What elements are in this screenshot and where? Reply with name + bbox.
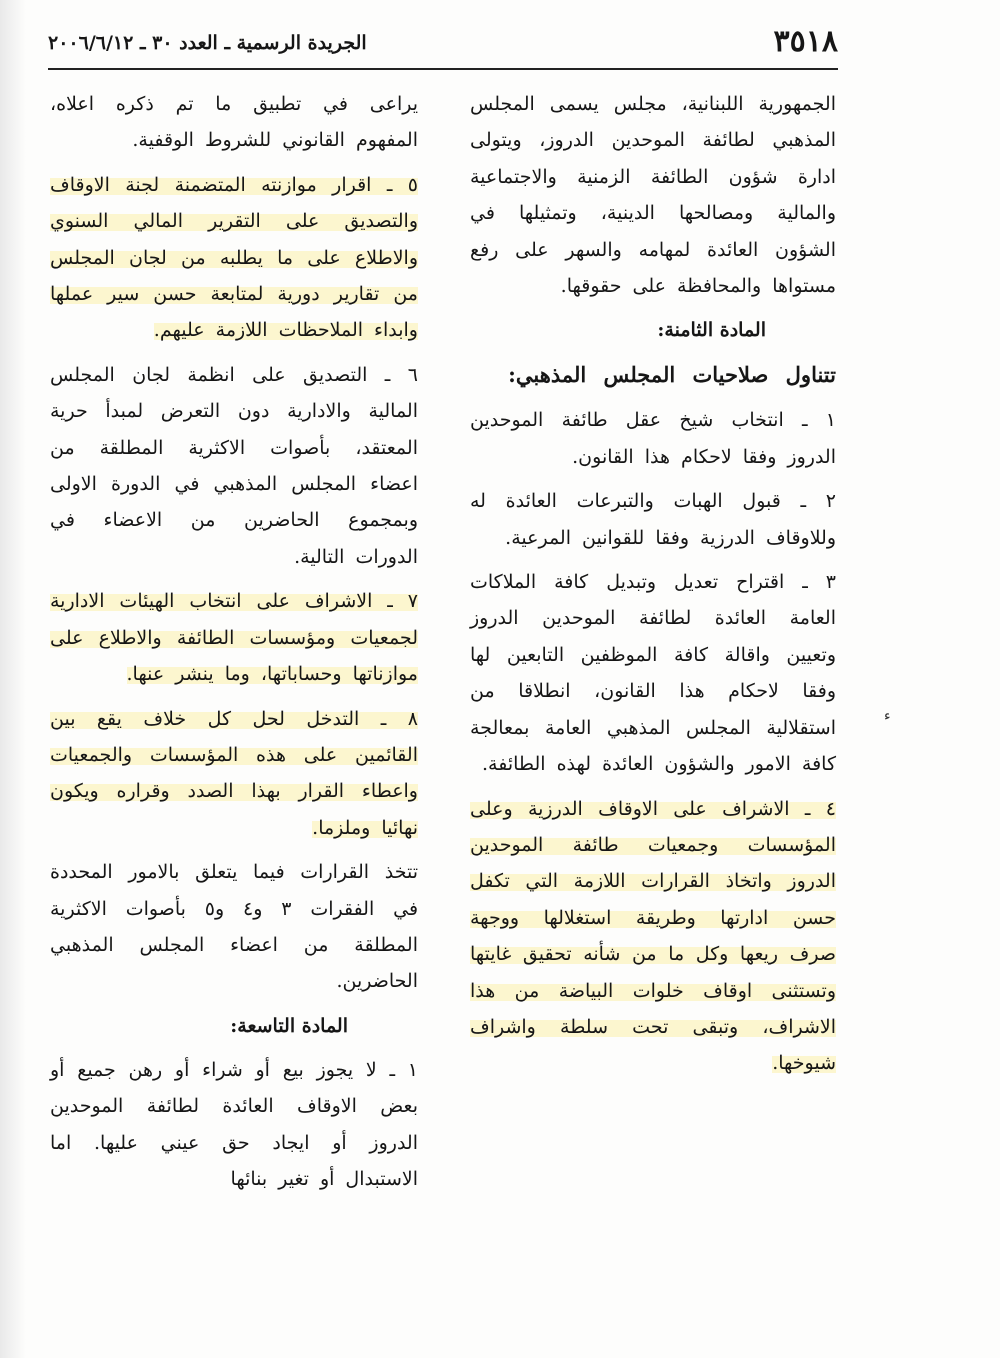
page-number: ٣٥١٨ xyxy=(773,24,838,59)
article-8-item-1: ١ ـ انتخاب شيخ عقل طائفة الموحدين الدروز وفقا لاحكام هذا القانون. xyxy=(470,409,836,468)
left-column xyxy=(50,86,418,1205)
article-8-item-6: ٦ ـ التصديق على انظمة لجان المجلس المالية والادارية دون التعرض لمبدأ حرية المعتقد، بأصوات الاكثرية المطلقة من اعضاء المجلس المذهبي في الدورة الاولى وبمجموع الحاضرين من الاعضاء في الدورات التالية. xyxy=(50,363,418,568)
article-8-item-7-container xyxy=(50,583,418,692)
article-9-heading: المادة التاسعة: xyxy=(230,1014,348,1037)
article-8-item-5-container xyxy=(50,167,418,349)
header-divider xyxy=(48,68,838,70)
waqf-conditions-note: يراعى في تطبيق ما تم ذكره اعلاه، المفهوم القانوني للشروط الوقفية. xyxy=(50,93,418,152)
article-9-item-1: ١ ـ لا يجوز بيع أو شراء أو رهن جميع أو بعض الاوقاف العائدة لطائفة الموحدين الدروز أو ايجاد حق عيني عليها. اما الاستبدال أو تغير بنائها xyxy=(50,1058,418,1190)
article-8-item-2: ٢ ـ قبول الهبات والتبرعات العائدة له وللاوقاف الدرزية وفقا للقوانين المرعية. xyxy=(470,490,836,549)
page-header xyxy=(48,24,838,66)
article-8-item-8-container xyxy=(50,701,418,847)
page-edge-shadow xyxy=(0,0,26,1358)
gazette-title: الجريدة الرسمية ـ العدد ٣٠ ـ ٢٠٠٦/٦/١٢ xyxy=(48,32,367,54)
article-8-heading: المادة الثامنة: xyxy=(657,319,766,342)
intro-paragraph: الجمهورية اللبنانية، مجلس يسمى المجلس المذهبي لطائفة الموحدين الدروز، ويتولى ادارة شؤون الطائفة الزمنية والاجتماعية والمالية ومصالحها الدينية، وتمثيلها في الشؤون العائدة لمهامه والسهر على رفع مستواها والمحافظة على حقوقها. xyxy=(470,93,836,298)
article-8-subheading: تتناول صلاحيات المجلس المذهبي: xyxy=(508,362,836,388)
decisions-paragraph: تتخذ القرارات فيما يتعلق بالامور المحددة في الفقرات ٣ و٤ و٥ بأصوات الاكثرية المطلقة من اعضاء المجلس المذهبي الحاضرين. xyxy=(50,861,419,993)
article-8-item-4: ٤ ـ الاشراف على الاوقاف الدرزية وعلى المؤسسات وجمعيات طائفة الموحدين الدروز واتخاذ القرارات اللازمة التي تكفل حسن ادارتها وطريقة استغلالها ووجهة صرف ريعها وكل ما من شأنه تحقيق غايتها وتستثنى اوقاف خلوات البياضة من هذا الاشراف، وتبقى تحت سلطة واشراف شيوخها. xyxy=(470,797,836,1075)
article-8-item-5: ٥ ـ اقرار موازنته المتضمنة لجنة الاوقاف والتصديق على التقرير المالي السنوي والاطلاع على ما يطلبه من لجان المجلس من تقارير دورية لمتابعة حسن سير عملها وابداء الملاحظات اللازمة عليهم. xyxy=(50,173,418,342)
article-8-item-4-container xyxy=(470,791,836,1082)
stray-ink-mark: ء xyxy=(884,708,891,724)
article-8-item-8: ٨ ـ التدخل لحل كل خلاف يقع بين القائمين على هذه المؤسسات والجمعيات واعطاء القرار بهذا الصدد وقراره ويكون نهائيا وملزما. xyxy=(50,707,418,839)
article-8-item-3: ٣ ـ اقتراح تعديل وتبديل كافة الملاكات العامة العائدة لطائفة الموحدين الدروز وتعيين واقالة كافة الموظفين التابعين لها وفقا لاحكام هذا القانون، انطلاقا من استقلالية المجلس المذهبي العامة بمعالجة كافة الامور والشؤون العائدة لهذه الطائفة. xyxy=(470,571,836,776)
right-column xyxy=(470,86,836,1090)
article-8-item-7: ٧ ـ الاشراف على انتخاب الهيئات الادارية لجمعيات ومؤسسات الطائفة والاطلاع على موازناتها وحساباتها، وما ينشر عنها. xyxy=(50,590,418,686)
